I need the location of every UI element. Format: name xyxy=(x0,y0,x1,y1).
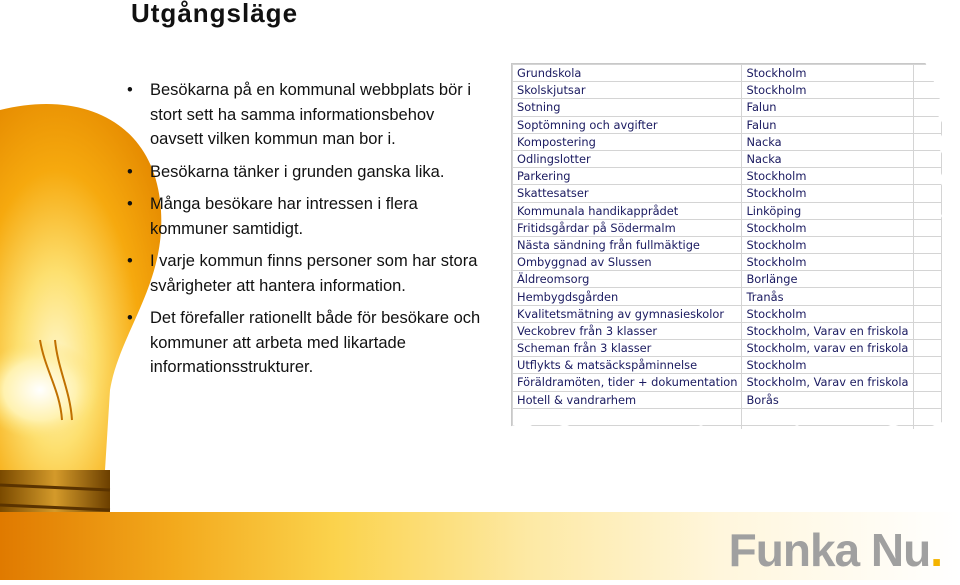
funka-nu-logo: Funka Nu. xyxy=(728,524,942,576)
empty-cell xyxy=(913,202,941,219)
page-title: Utgångsläge xyxy=(131,0,299,28)
table-row xyxy=(513,82,942,99)
bullet-item: • Besökarna på en kommunal webbplats bör i stort sett ha samma informationsbehov oavsett vilken kommun man bor i. xyxy=(127,78,487,152)
empty-cell xyxy=(513,425,742,429)
table-row xyxy=(513,374,942,391)
service-cell: Utflykts & matsäckspåminnelse xyxy=(513,357,742,374)
service-cell: Äldreomsorg xyxy=(513,271,742,288)
table-row xyxy=(513,185,942,202)
spreadsheet-excerpt xyxy=(511,63,942,429)
table-row xyxy=(513,99,942,116)
bullet-marker: • xyxy=(127,195,133,213)
table-row xyxy=(513,305,942,322)
table-row xyxy=(513,65,942,82)
bullet-marker: • xyxy=(127,162,133,181)
table-row xyxy=(513,322,942,339)
service-cell: Parkering xyxy=(513,168,742,185)
empty-cell xyxy=(913,99,941,116)
empty-cell xyxy=(913,374,941,391)
empty-cell xyxy=(742,425,913,429)
municipality-cell: Nacka xyxy=(742,150,913,167)
service-cell: Fritidsgårdar på Södermalm xyxy=(513,219,742,236)
empty-cell xyxy=(913,408,941,425)
service-cell: Kvalitetsmätning av gymnasieskolor xyxy=(513,305,742,322)
service-cell: Scheman från 3 klasser xyxy=(513,340,742,357)
municipality-cell: Stockholm xyxy=(742,168,913,185)
service-cell: Hembygdsgården xyxy=(513,288,742,305)
empty-cell xyxy=(913,219,941,236)
table-row xyxy=(513,357,942,374)
empty-cell xyxy=(913,236,941,253)
empty-cell xyxy=(913,116,941,133)
municipality-cell: Borlänge xyxy=(742,271,913,288)
table-row xyxy=(513,271,942,288)
table-row xyxy=(513,236,942,253)
service-cell: Skolskjutsar xyxy=(513,82,742,99)
bullet-marker: • xyxy=(127,309,133,327)
empty-cell xyxy=(913,133,941,150)
bullet-item: • Många besökare har intressen i flera kommuner samtidigt. xyxy=(127,192,487,241)
service-cell: Sotning xyxy=(513,99,742,116)
empty-cell xyxy=(913,425,941,429)
table-row xyxy=(513,202,942,219)
empty-cell xyxy=(913,82,941,99)
empty-cell xyxy=(913,65,941,82)
empty-cell xyxy=(913,288,941,305)
empty-cell xyxy=(913,305,941,322)
municipality-cell: Stockholm xyxy=(742,65,913,82)
service-cell: Nästa sändning från fullmäktige xyxy=(513,236,742,253)
empty-cell xyxy=(913,150,941,167)
service-cell: Odlingslotter xyxy=(513,150,742,167)
table-row xyxy=(513,116,942,133)
municipality-cell: Falun xyxy=(742,99,913,116)
empty-cell xyxy=(913,168,941,185)
table-row xyxy=(513,219,942,236)
bullet-item: • I varje kommun finns personer som har stora svårigheter att hantera information. xyxy=(127,249,487,298)
bullet-item: • Besökarna tänker i grunden ganska lika. xyxy=(127,160,487,185)
table-row xyxy=(513,133,942,150)
table-row xyxy=(513,150,942,167)
empty-cell xyxy=(913,185,941,202)
table-row xyxy=(513,391,942,408)
table-row xyxy=(513,288,942,305)
service-cell: Kompostering xyxy=(513,133,742,150)
table-row xyxy=(513,168,942,185)
empty-row xyxy=(513,408,942,425)
service-cell: Hotell & vandrarhem xyxy=(513,391,742,408)
municipality-cell: Stockholm xyxy=(742,82,913,99)
service-cell: Kommunala handikapprådet xyxy=(513,202,742,219)
municipality-cell: Stockholm xyxy=(742,185,913,202)
municipality-cell: Linköping xyxy=(742,202,913,219)
service-cell: Skattesatser xyxy=(513,185,742,202)
service-cell: Soptömning och avgifter xyxy=(513,116,742,133)
service-cell: Veckobrev från 3 klasser xyxy=(513,322,742,339)
empty-cell xyxy=(913,340,941,357)
bullet-marker: • xyxy=(127,252,133,270)
bullet-marker: • xyxy=(127,81,133,99)
empty-cell xyxy=(913,254,941,271)
empty-cell xyxy=(913,391,941,408)
empty-cell xyxy=(913,322,941,339)
table-row xyxy=(513,340,942,357)
municipality-cell: Stockholm, Varav en friskola xyxy=(742,374,913,391)
service-cell: Grundskola xyxy=(513,65,742,82)
empty-row xyxy=(513,425,942,429)
municipality-cell: Stockholm, Varav en friskola xyxy=(742,322,913,339)
table-row xyxy=(513,254,942,271)
municipality-cell: Borås xyxy=(742,391,913,408)
municipality-cell: Stockholm xyxy=(742,219,913,236)
service-cell: Föräldramöten, tider + dokumentation xyxy=(513,374,742,391)
empty-cell xyxy=(742,408,913,425)
municipality-cell: Stockholm xyxy=(742,254,913,271)
municipality-cell: Stockholm xyxy=(742,305,913,322)
municipality-cell: Tranås xyxy=(742,288,913,305)
municipality-cell: Stockholm, varav en friskola xyxy=(742,340,913,357)
municipality-cell: Nacka xyxy=(742,133,913,150)
empty-cell xyxy=(913,357,941,374)
service-cell: Ombyggnad av Slussen xyxy=(513,254,742,271)
empty-cell xyxy=(513,408,742,425)
empty-cell xyxy=(913,271,941,288)
municipality-cell: Stockholm xyxy=(742,357,913,374)
municipality-cell: Stockholm xyxy=(742,236,913,253)
bullet-list xyxy=(127,78,487,388)
spreadsheet-table xyxy=(512,64,942,429)
municipality-cell: Falun xyxy=(742,116,913,133)
bullet-item: • Det förefaller rationellt både för besökare och kommuner att arbeta med likartade informationsstrukturer. xyxy=(127,306,487,380)
